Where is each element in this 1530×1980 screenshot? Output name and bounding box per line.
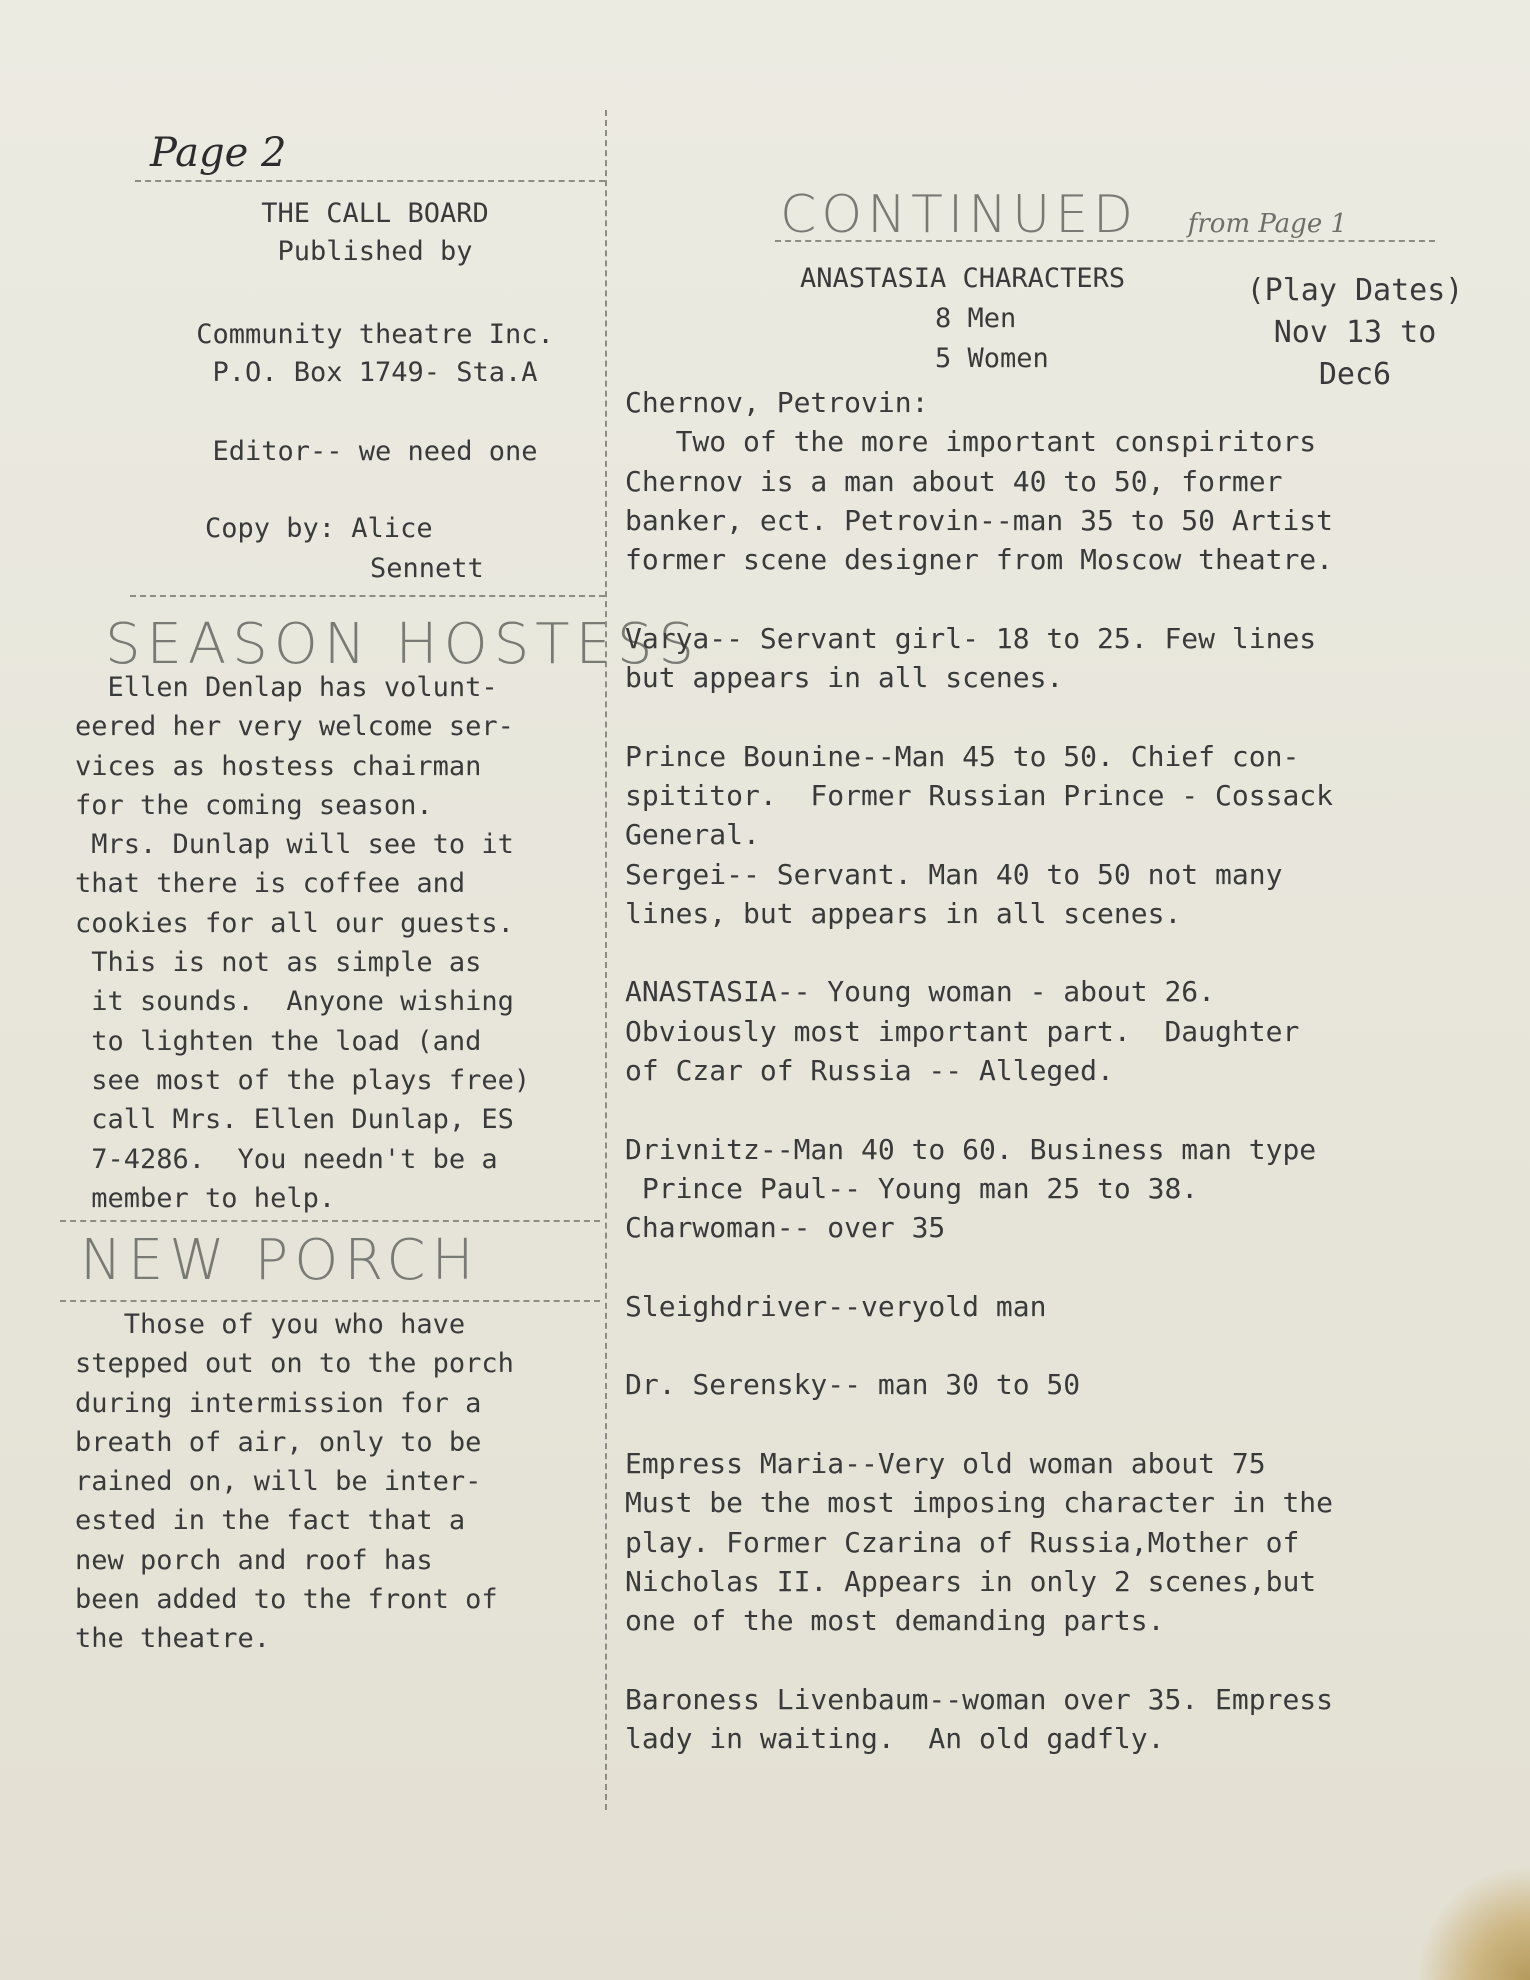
character-line: lines, but appears in all scenes. [625,896,1182,930]
porch-line: new porch and roof has [75,1544,433,1576]
masthead-address-block [150,316,600,392]
paper-stain [1420,1860,1530,1980]
character-line: Baroness Livenbaum--woman over 35. Empress [625,1682,1334,1716]
paragraph-gap [625,697,1485,736]
hostess-line: This is not as simple as [75,947,482,979]
character-line: General. [625,818,760,852]
porch-line: the theatre. [75,1623,271,1655]
masthead-org: Community theatre Inc. [196,319,554,350]
hostess-line: for the coming season. [75,789,433,821]
paragraph-gap [625,1405,1485,1444]
character-line: Two of the more important conspiritors [625,425,1317,459]
character-entry [625,972,1485,1090]
character-line: Dr. Serensky-- man 30 to 50 [625,1368,1081,1402]
character-entry [625,1130,1485,1248]
character-entry [625,737,1485,933]
character-line: Chernov is a man about 40 to 50, former [625,464,1283,498]
porch-heading: NEW PORCH [80,1228,480,1293]
column-divider [605,110,607,1810]
character-entry [625,619,1485,698]
hostess-line: 7-4286. You needn't be a [75,1143,498,1175]
hostess-line: member to help. [75,1182,336,1214]
character-line: of Czar of Russia -- Alleged. [625,1054,1114,1088]
character-list [625,383,1485,1758]
character-line: Chernov, Petrovin: [625,386,929,419]
character-line: Sergei-- Servant. Man 40 to 50 not many [625,857,1283,891]
paragraph-gap [625,1090,1485,1129]
character-line: Obviously most important part. Daughter [625,1014,1300,1048]
character-line: Drivnitz--Man 40 to 60. Business man type [625,1132,1317,1166]
masthead-bottom-rule [130,595,605,597]
porch-line: ested in the fact that a [75,1505,466,1537]
masthead-top-rule [135,180,605,182]
character-line: spititor. Former Russian Prince - Cossack [625,778,1334,812]
character-line: Varya-- Servant girl- 18 to 25. Few lines [625,621,1317,655]
hostess-line: eered her very welcome ser- [75,711,514,743]
hostess-line: Mrs. Dunlap will see to it [75,829,514,861]
hostess-line: Ellen Denlap has volunt- [75,672,498,703]
character-line: Charwoman-- over 35 [625,1211,946,1245]
character-entry [625,1444,1485,1640]
continued-underline [775,240,1435,242]
play-dates-start: Nov 13 to [1273,315,1437,350]
anastasia-women-count: 5 Women [935,343,1049,374]
masthead-copy-by-name: Sennett [370,553,484,584]
play-dates-end: Dec6 [1318,357,1392,392]
porch-line: rained on, will be inter- [75,1466,482,1498]
page-number: Page 2 [150,130,287,176]
character-line: Prince Bounine--Man 45 to 50. Chief con- [625,739,1300,773]
character-line: Prince Paul-- Young man 25 to 38. [625,1171,1199,1205]
hostess-heading: SEASON HOSTESS [105,612,700,677]
anastasia-men-count: 8 Men [935,303,1017,334]
porch-line: breath of air, only to be [75,1426,482,1458]
porch-line: during intermission for a [75,1387,482,1419]
porch-line: stepped out on to the porch [75,1348,514,1380]
character-line: but appears in all scenes. [625,661,1064,695]
porch-line: been added to the front of [75,1584,498,1616]
paragraph-gap [625,1326,1485,1365]
hostess-line: see most of the plays free) [75,1064,531,1096]
character-line: former scene designer from Moscow theatre. [625,543,1334,577]
character-line: play. Former Czarina of Russia,Mother of [625,1525,1300,1559]
masthead-published-by: Published by [277,236,473,267]
character-line: Nicholas II. Appears in only 2 scenes,but [625,1564,1317,1598]
continued-header [780,185,1430,245]
porch-line: Those of you who have [75,1309,466,1340]
character-entry [625,383,1485,579]
continued-heading: CONTINUED [780,185,1139,245]
masthead-editor: Editor-- we need one [212,436,538,467]
character-line: ANASTASIA-- Young woman - about 26. [625,975,1216,1009]
masthead-copy-by: Copy by: Alice [205,513,433,544]
character-entry [625,1680,1485,1759]
paragraph-gap [625,1641,1485,1680]
character-line: banker, ect. Petrovin--man 35 to 50 Artist [625,503,1334,537]
continued-from: from Page 1 [1187,209,1348,239]
paragraph-gap [625,579,1485,618]
hostess-bottom-rule [60,1220,600,1222]
porch-heading-rule [60,1300,600,1302]
hostess-article [75,668,595,1218]
character-line: Sleighdriver--veryold man [625,1289,1047,1323]
masthead-address: P.O. Box 1749- Sta.A [212,357,538,388]
masthead-title: THE CALL BOARD [261,198,489,229]
character-entry [625,1365,1485,1404]
porch-article [75,1305,595,1659]
hostess-line: that there is coffee and [75,868,466,900]
character-line: Empress Maria--Very old woman about 75 [625,1447,1266,1481]
hostess-line: to lighten the load (and [75,1025,482,1057]
character-line: Must be the most imposing character in the [625,1486,1334,1520]
hostess-line: vices as hostess chairman [75,750,482,782]
character-entry [625,1287,1485,1326]
character-line: one of the most demanding parts. [625,1604,1165,1638]
paragraph-gap [625,933,1485,972]
masthead [150,195,600,271]
character-line: lady in waiting. An old gadfly. [625,1722,1165,1756]
play-dates [1230,270,1480,396]
hostess-line: cookies for all our guests. [75,907,514,939]
play-dates-label: (Play Dates) [1246,273,1464,308]
anastasia-title: ANASTASIA CHARACTERS [800,263,1126,294]
paragraph-gap [625,1248,1485,1287]
hostess-line: call Mrs. Ellen Dunlap, ES [75,1104,514,1136]
hostess-line: it sounds. Anyone wishing [75,986,514,1018]
